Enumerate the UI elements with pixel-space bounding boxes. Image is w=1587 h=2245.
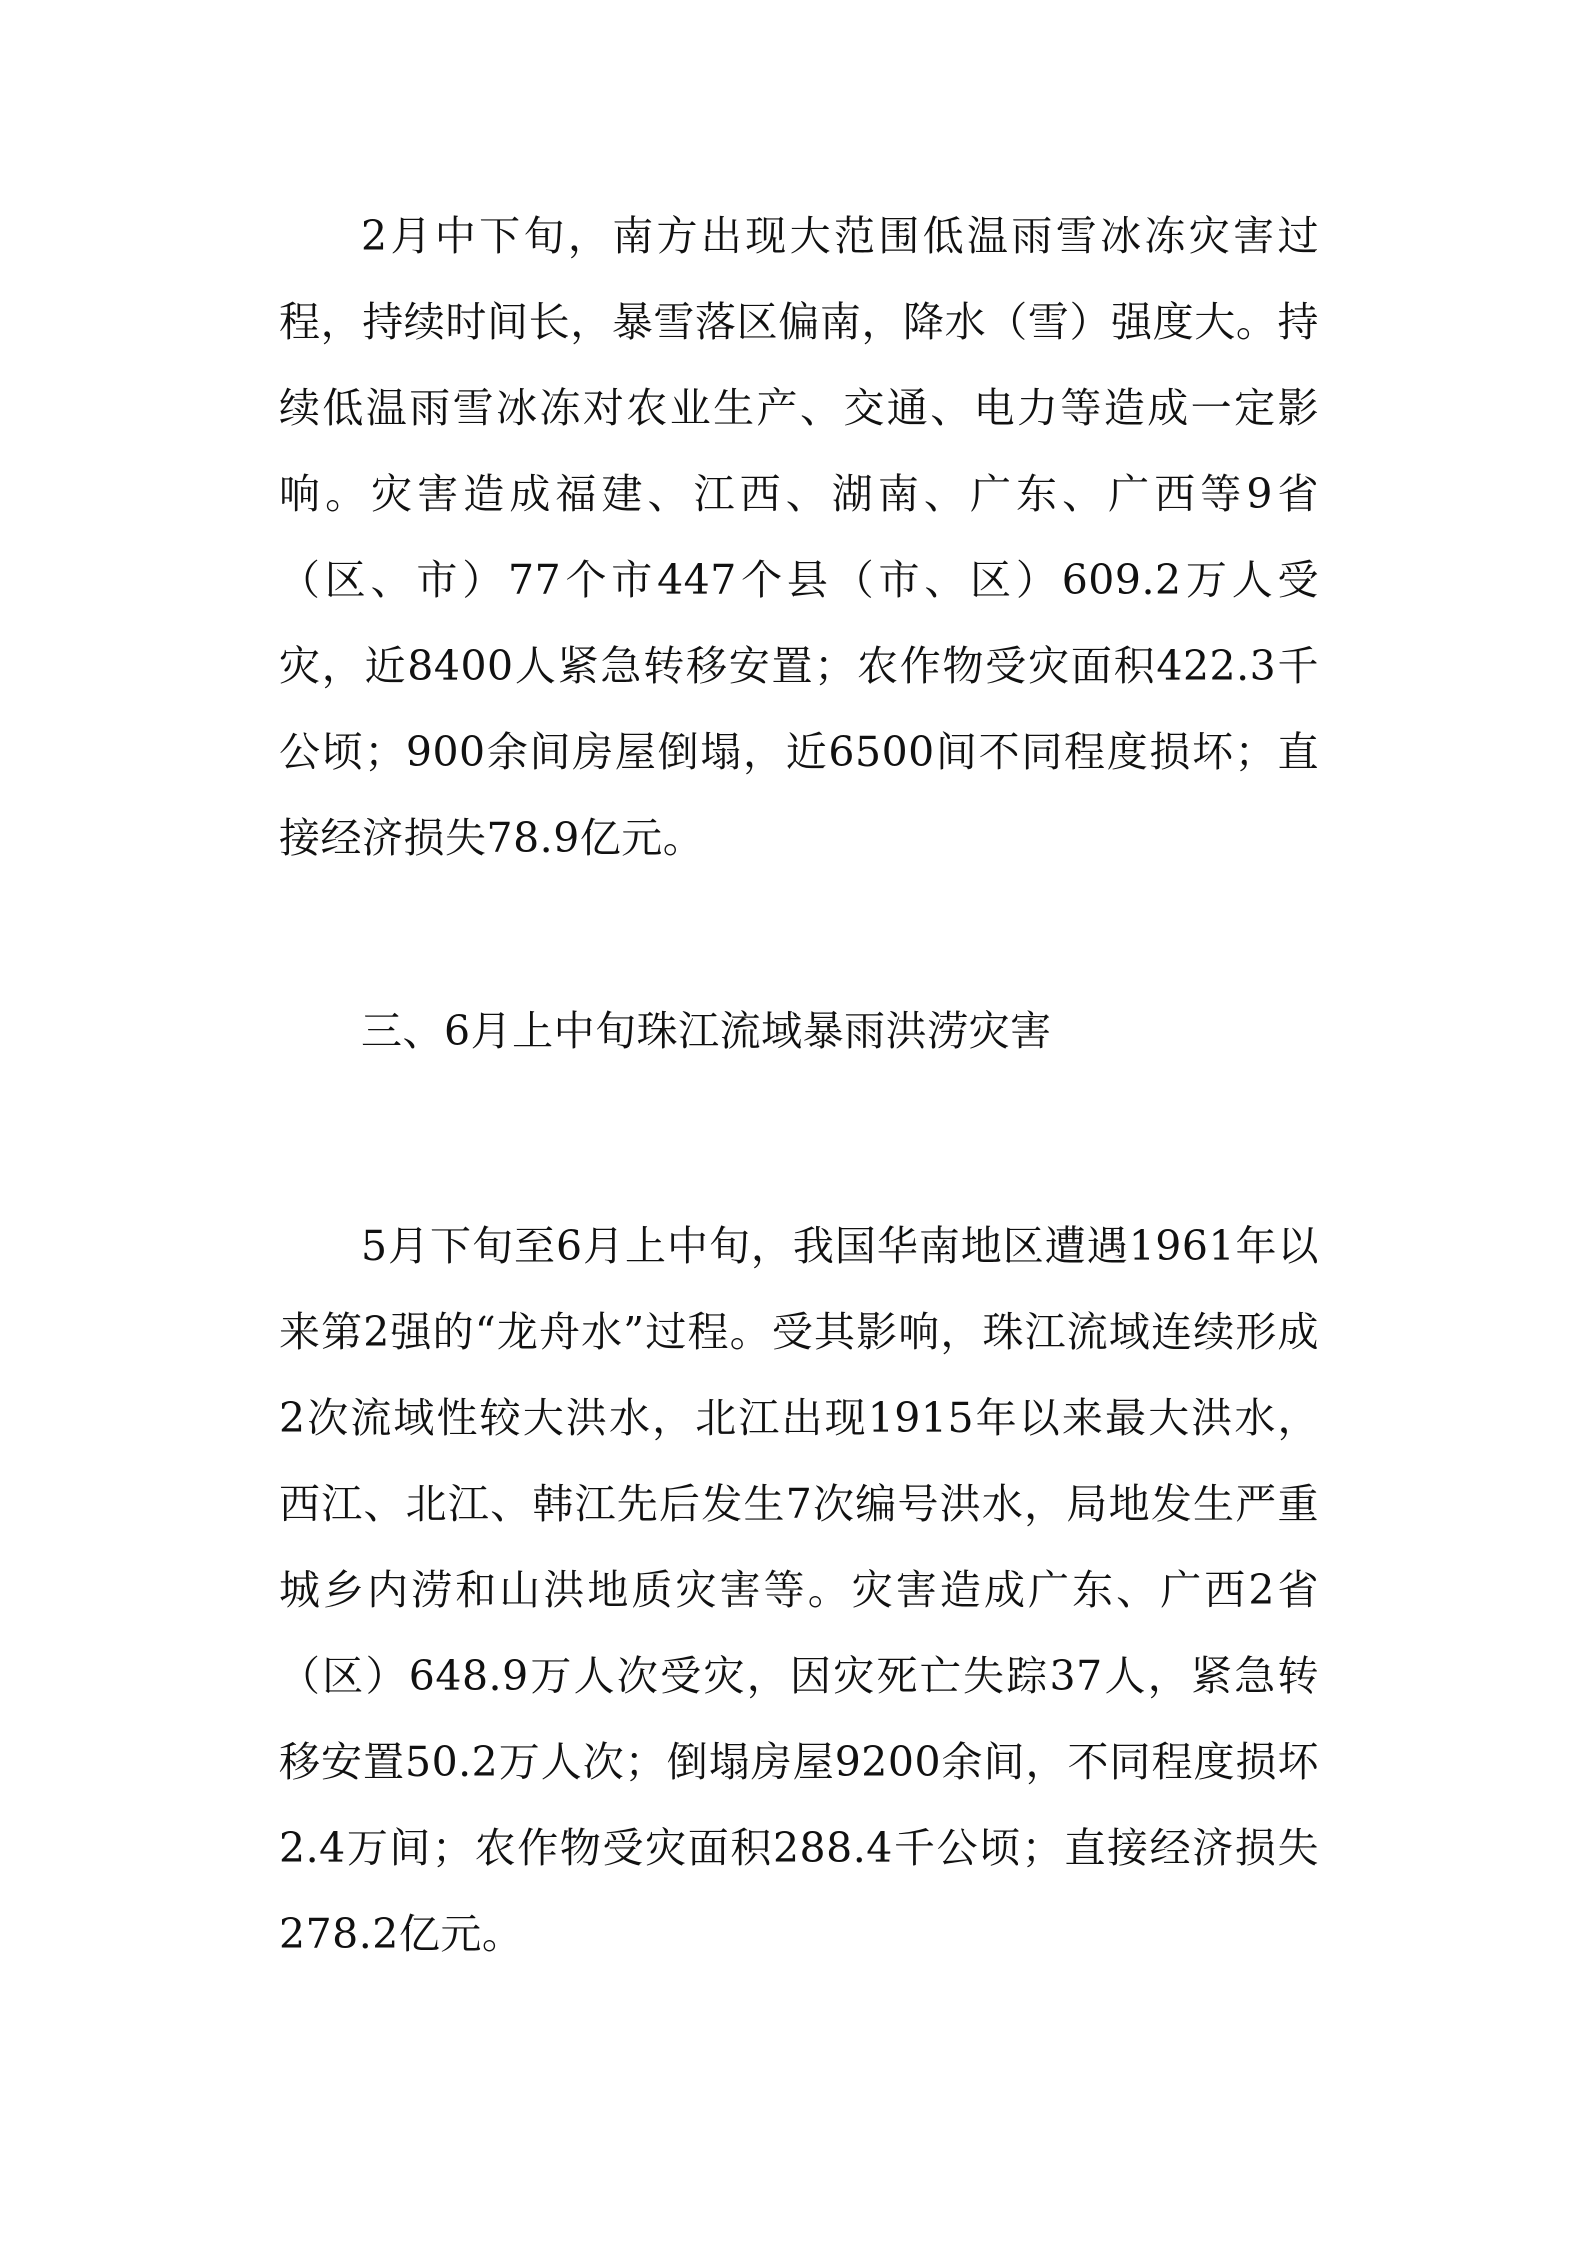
section-heading-pearl-river-flood: 三、6月上中旬珠江流域暴雨洪涝灾害 [361, 1007, 1052, 1055]
paragraph-pearl-river-flood: 5月下旬至6月上中旬，我国华南地区遭遇1961年以来第2强的“龙舟水”过程。受其影响，珠江流域连续形成2次流域性较大洪水，北江出现1915年以来最大洪水，西江、北江、韩江先后发生7次编号洪水，局地发生严重城乡内涝和山洪地质灾害等。灾害造成广东、广西2省（区）648.9万人次受灾，因灾死亡失踪37人，紧急转移安置50.2万人次；倒塌房屋9200余间，不同程度损坏2.4万间；农作物受灾面积288.4千公顷；直接经济损失278.2亿元。 [279, 1222, 1319, 1958]
paragraph-winter-freeze-disaster: 2月中下旬，南方出现大范围低温雨雪冰冻灾害过程，持续时间长，暴雪落区偏南，降水（雪）强度大。持续低温雨雪冰冻对农业生产、交通、电力等造成一定影响。灾害造成福建、江西、湖南、广东、广西等9省（区、市）77个市447个县（市、区）609.2万人受灾，近8400人紧急转移安置；农作物受灾面积422.3千公顷；900余间房屋倒塌，近6500间不同程度损坏；直接经济损失78.9亿元。 [279, 212, 1319, 862]
